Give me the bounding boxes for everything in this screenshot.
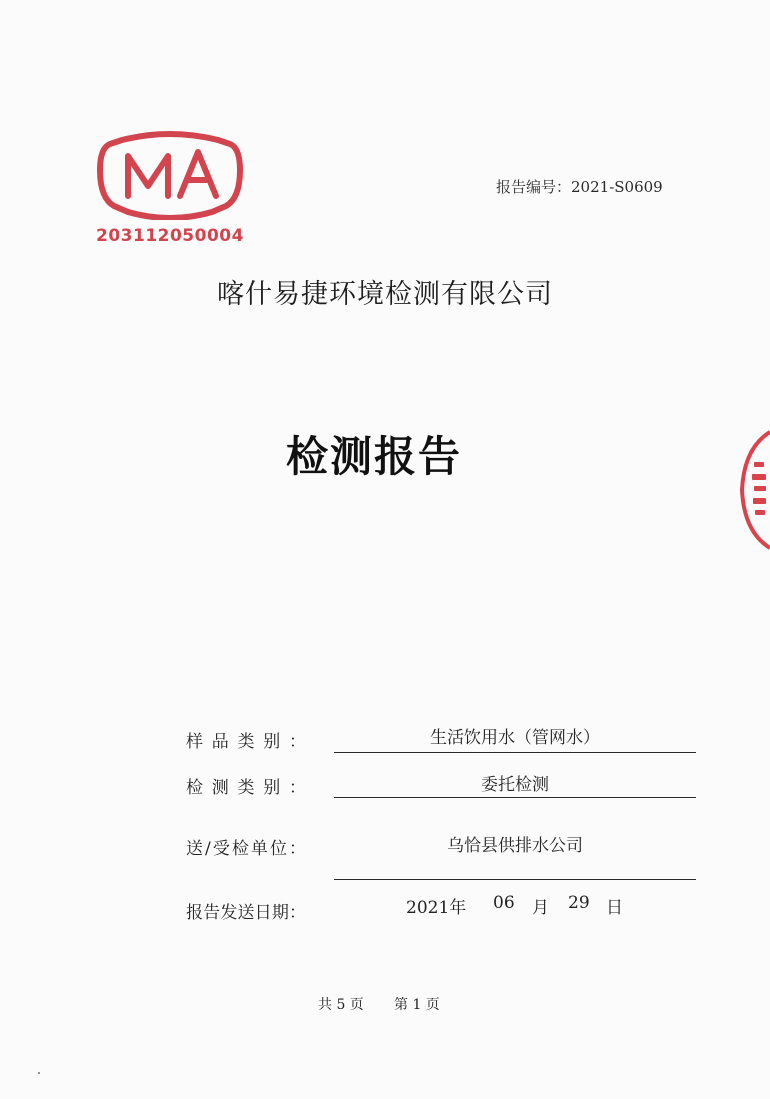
document-title: 检测报告 bbox=[285, 432, 462, 481]
report-number-label: 报告编号： bbox=[496, 178, 572, 196]
test-category-value: 委托检测 bbox=[481, 775, 549, 795]
report-number-value: 2021-S0609 bbox=[571, 178, 663, 196]
report-date-month: 06 bbox=[493, 893, 515, 913]
report-date-day: 29 bbox=[568, 893, 590, 913]
report-number bbox=[496, 176, 663, 197]
client-unit-underline bbox=[334, 879, 696, 880]
partial-seal-stamp bbox=[740, 428, 770, 552]
report-date-month-unit: 月 bbox=[532, 898, 549, 918]
page-total: 共 5 页 bbox=[318, 997, 364, 1013]
company-name: 喀什易捷环境检测有限公司 bbox=[217, 279, 553, 310]
test-category-underline bbox=[334, 797, 696, 798]
report-date-day-unit: 日 bbox=[606, 898, 623, 918]
sample-category-value: 生活饮用水（管网水） bbox=[430, 728, 600, 748]
report-date-year: 2021年 bbox=[406, 898, 467, 918]
page-number: 第 1 页 bbox=[394, 997, 440, 1013]
report-date-label: 报告发送日期： bbox=[186, 903, 306, 923]
sample-category-underline bbox=[334, 752, 696, 753]
cma-certificate-number: 203112050004 bbox=[96, 226, 244, 246]
scan-speck bbox=[38, 1072, 40, 1074]
test-category-label: 检测类别： bbox=[186, 778, 306, 798]
client-unit-label: 送/受检单位： bbox=[186, 839, 306, 859]
cma-logo bbox=[92, 130, 248, 220]
sample-category-label: 样品类别： bbox=[186, 732, 306, 752]
client-unit-value: 乌恰县供排水公司 bbox=[447, 836, 583, 856]
